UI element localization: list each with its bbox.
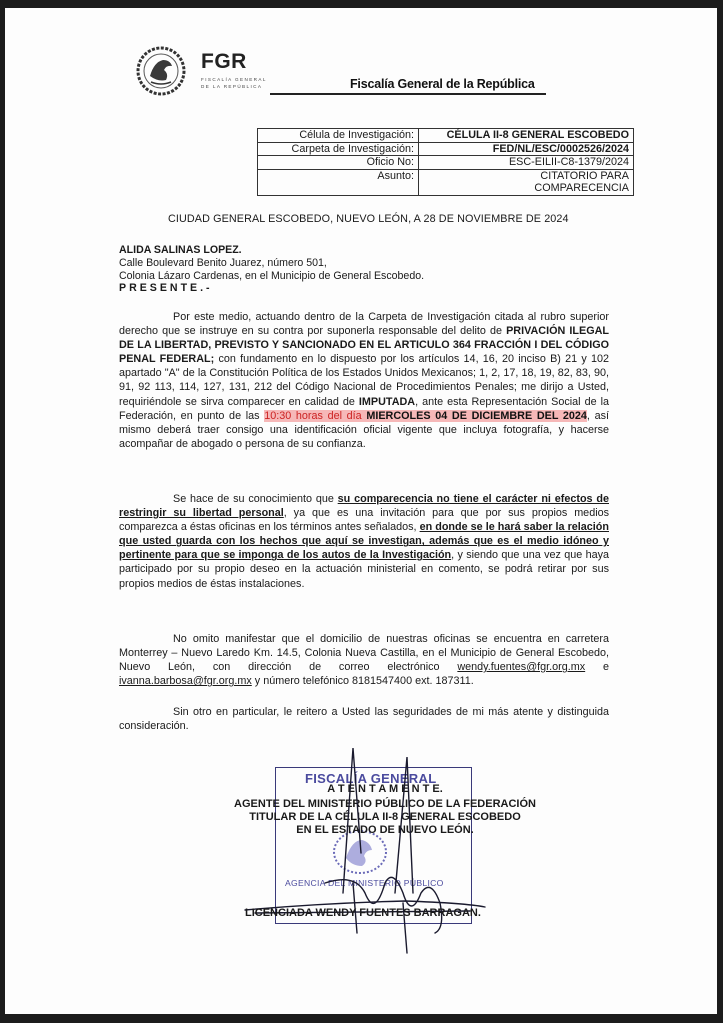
p2-text-1: Se hace de su conocimiento que bbox=[173, 493, 338, 505]
place-and-date: CIUDAD GENERAL ESCOBEDO, NUEVO LEÓN, A 28 DE NOVIEMBRE DE 2024 bbox=[168, 213, 569, 225]
header-title: Fiscalía General de la República bbox=[350, 77, 535, 91]
recipient-address-1: Calle Boulevard Benito Juarez, número 501, bbox=[119, 256, 327, 269]
presente-label: PRESENTE.- bbox=[119, 282, 213, 295]
appointment-highlight bbox=[264, 410, 587, 422]
paragraph-closing-courtesy bbox=[119, 705, 609, 733]
table-row bbox=[258, 169, 634, 195]
table-row bbox=[258, 129, 634, 143]
email-link-ivanna[interactable]: ivanna.barbosa@fgr.org.mx bbox=[119, 675, 252, 688]
cell-value: ESC-EILII-C8-1379/2024 bbox=[419, 156, 634, 170]
p1-offense: PRIVACIÓN ILEGAL DE LA LIBERTAD, PREVISTO Y SANCIONADO EN EL ARTICULO 364 FRACCIÓN I DEL CÓDIGO PENAL FEDERAL; bbox=[119, 325, 609, 366]
table-row bbox=[258, 142, 634, 156]
closing-atentamente: A T E N T A M E N T E. bbox=[327, 783, 443, 795]
appointment-date: MIERCOLES 04 DE DICIEMBRE DEL 2024 bbox=[366, 409, 587, 422]
cell-value: FED/NL/ESC/0002526/2024 bbox=[419, 142, 634, 156]
p1-text-3: , ante esta Representación Social de la Federación, en punto de las bbox=[119, 395, 609, 422]
fgr-logo-subtitle bbox=[201, 76, 267, 90]
cell-value: CITATORIO PARA COMPARECENCIA bbox=[419, 169, 634, 195]
mexican-coat-of-arms-seal-icon bbox=[136, 46, 186, 96]
p1-text-2: con fundamento en lo dispuesto por los artículos 14, 16, 20 inciso B) 21 y 102 apartado "A" de la Constitución Política de los Estados Unidos Mexicanos; 1, 2, 17, 18, 19, 82, 83, 90, 91, 92 113, 114, 127, 131, 212 del Código Nacional de Procedimientos Penales; me dirijo a Usted, requiriéndole se sirva comparecer en calidad de bbox=[119, 353, 610, 408]
recipient-block bbox=[119, 244, 424, 295]
closing-title-3: EN EL ESTADO DE NUEVO LEÓN. bbox=[296, 824, 474, 836]
p4-text: Sin otro en particular, le reitero a Usted las seguridades de mi más atente y distinguida consideración. bbox=[119, 706, 609, 733]
p1-status: IMPUTADA bbox=[358, 395, 416, 408]
p3-text-2: e bbox=[585, 661, 609, 674]
recipient-name: ALIDA SALINAS LOPEZ. bbox=[119, 244, 242, 256]
cell-label: Oficio No: bbox=[258, 156, 419, 170]
email-link-wendy[interactable]: wendy.fuentes@fgr.org.mx bbox=[457, 661, 586, 674]
fgr-logo-text: FGR bbox=[201, 50, 247, 73]
logo-subtitle-line-2: DE LA REPÚBLICA bbox=[201, 84, 263, 89]
table-row bbox=[258, 156, 634, 170]
header-rule bbox=[270, 93, 546, 95]
appointment-time: 10:30 horas del día bbox=[264, 409, 367, 422]
p3-text-1: No omito manifestar que el domicilio de nuestras oficinas se encuentra en carretera Monterrey – Nuevo Laredo Km. 14.5, Colonia Nueva Castilla, en el Municipio de General Escobedo, Nuevo León, con dirección de correo electrónico bbox=[119, 633, 609, 674]
recipient-address-2: Colonia Lázaro Cardenas, en el Municipio de General Escobedo. bbox=[119, 269, 425, 282]
cell-label: Célula de Investigación: bbox=[258, 129, 419, 143]
cell-label: Asunto: bbox=[258, 169, 419, 195]
stamp-title: FISCALÍA GENERAL bbox=[305, 771, 437, 786]
p3-text-3: y número telefónico 8181547400 ext. 187311. bbox=[251, 675, 474, 688]
document-page bbox=[5, 8, 717, 1014]
paragraph-office-address bbox=[119, 632, 609, 688]
cell-value: CÉLULA II-8 GENERAL ESCOBEDO bbox=[419, 129, 634, 143]
logo-subtitle-line-1: FISCALÍA GENERAL bbox=[201, 77, 267, 82]
case-info-table bbox=[257, 128, 634, 196]
p1-text-1: Por este medio, actuando dentro de la Carpeta de Investigación citada al rubro superior derecho que se instruye en su contra por suponerla responsable del delito de bbox=[119, 311, 609, 338]
paragraph-summons bbox=[119, 310, 609, 451]
handwritten-signature-icon bbox=[235, 743, 495, 958]
p1-text-4: , así mismo deberá traer consigo una identificación oficial vigente que incluya fotografía, y hacerse acompañar de abogado o persona de su confianza. bbox=[119, 409, 609, 450]
signer-name: LICENCIADA WENDY FUENTES BARRAGAN. bbox=[245, 907, 481, 919]
p2-text-3: , y siendo que una vez que haya participado por su propio deseo en la actuación ministerial en comento, se podrá retirar por sus propios medios de éstas instalaciones. bbox=[119, 549, 609, 590]
cell-label: Carpeta de Investigación: bbox=[258, 142, 419, 156]
p2-text-2: , ya que es una invitación para que por sus propios medios comparezca a éstas oficinas en los términos antes señalados, bbox=[119, 507, 609, 534]
closing-title-1: AGENTE DEL MINISTERIO PÚBLICO DE LA FEDERACIÓN bbox=[234, 798, 536, 810]
stamp-agency-text: AGENCIA DEL MINISTERIO PÚBLICO bbox=[285, 878, 444, 888]
p2-underlined-2: en donde se le hará saber la relación que usted guarda con los hechos que aquí se investigan, además que es el medio idóneo y pertinente para que se imponga de los autos de la Investigación bbox=[119, 521, 609, 562]
p2-underlined-1: su comparecencia no tiene el carácter ni efectos de restringir su libertad personal bbox=[119, 493, 609, 520]
closing-title-2: TITULAR DE LA CÉLULA II-8 GENERAL ESCOBEDO bbox=[249, 811, 521, 823]
paragraph-notice bbox=[119, 492, 609, 591]
